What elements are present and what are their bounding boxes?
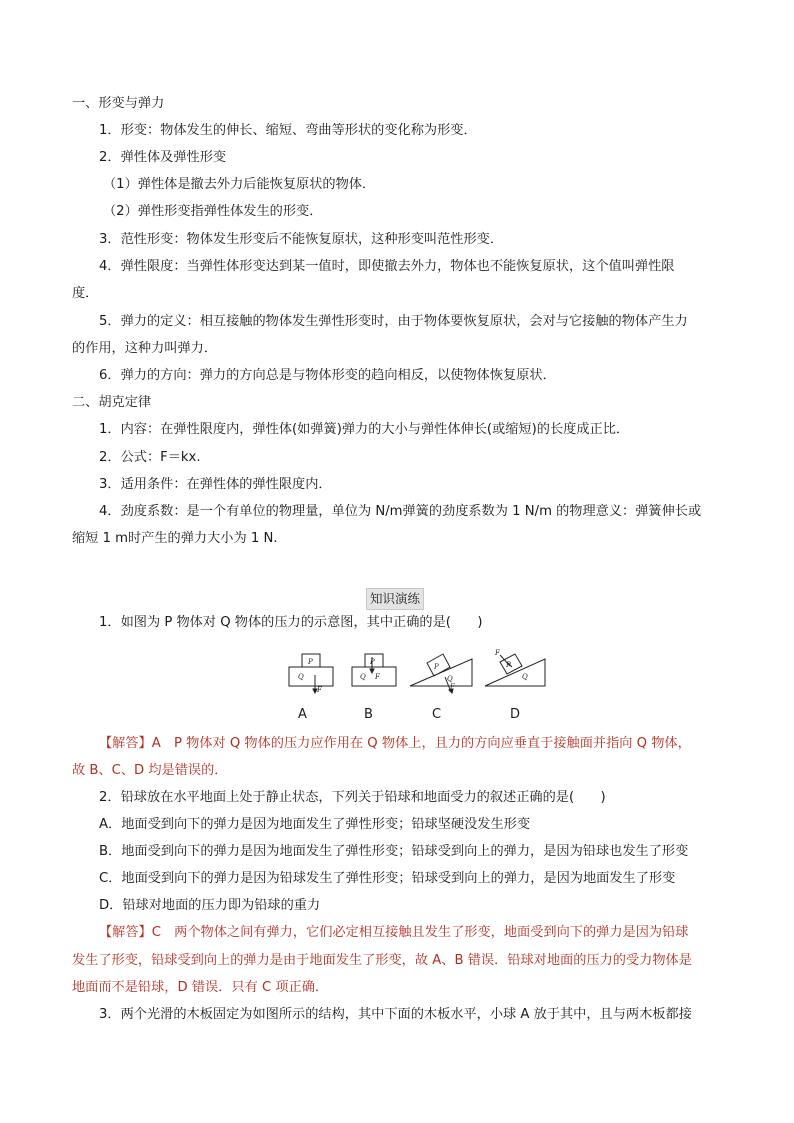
arrowhead [370,669,374,673]
answer-2-cont: 发生了形变，铅球受到向上的弹力是由于地面发生了形变，故 A、B 错误．铅球对地面的压力的受力物体是 [72,953,692,968]
choice-b: B．地面受到向下的弹力是因为地面发生了弹性形变；铅球受到向上的弹力，是因为铅球也发生了形变 [99,844,689,859]
option-c-label: C [432,707,442,722]
paragraph: 1．内容：在弹性限度内，弹性体(如弹簧)弹力的大小与弹性体伸长(或缩短)的长度成正比． [99,422,630,437]
label-f: F [495,649,500,657]
label-p: P [506,661,511,669]
paragraph: 2．公式：F＝kx. [99,450,201,465]
practice-badge: 知识演练 [366,588,424,610]
label-f: F [317,686,322,694]
answer-2: 【解答】C 两个物体之间有弹力，它们必定相互接触且发生了形变，地面受到向下的弹力是因为铅球 [99,925,689,940]
answer-1: 【解答】A P 物体对 Q 物体的压力应作用在 Q 物体上，且力的方向应垂直于接触面并指向 Q 物体， [99,736,691,751]
label-p: P [308,658,313,666]
question-1: 1．如图为 P 物体对 Q 物体的压力的示意图，其中正确的是( ) [99,615,483,630]
paragraph: 6．弹力的方向：弹力的方向总是与物体形变的趋向相反，以使物体恢复原状． [99,368,556,383]
paragraph: 3．范性形变：物体发生形变后不能恢复原状，这种形变叫范性形变． [99,232,504,247]
label-q: Q [360,673,366,681]
paragraph: 1．形变：物体发生的伸长、缩短、弯曲等形状的变化称为形变． [99,123,477,138]
answer-2-cont: 地面而不是铅球，D 错误．只有 C 项正确． [72,980,329,995]
block-q [289,667,333,686]
force-diagram [280,645,560,695]
choice-a: A．地面受到向下的弹力是因为地面发生了弹性形变；铅球坚硬没发生形变 [99,817,531,832]
section-2-title: 二、胡克定律 [72,395,152,410]
paragraph: 5．弹力的定义：相互接触的物体发生弹性形变时，由于物体要恢复原状，会对与它接触的物体产生力 [99,314,688,329]
label-q: Q [298,673,304,681]
paragraph: （2）弹性形变指弹性体发生的形变． [103,204,323,219]
label-q: Q [447,675,453,683]
section-1-title: 一、形变与弹力 [72,96,165,111]
question-3: 3．两个光滑的木板固定为如图所示的结构，其中下面的木板水平，小球 A 放于其中，且与两木板都接 [99,1007,692,1022]
paragraph: 3．适用条件：在弹性体的弹性限度内． [99,477,332,492]
choice-d: D．铅球对地面的压力即为铅球的重力 [99,898,321,913]
label-q: Q [522,673,528,681]
label-f: F [375,673,380,681]
paragraph: 2．弹性体及弹性形变 [99,150,227,165]
question-2: 2．铅球放在水平地面上处于静止状态，下列关于铅球和地面受力的叙述正确的是( ) [99,790,606,805]
option-d-label: D [510,707,521,722]
paragraph: （1）弹性体是撤去外力后能恢复原状的物体． [103,177,376,192]
option-b-label: B [364,707,373,722]
paragraph: 4．劲度系数：是一个有单位的物理量，单位为 N/m弹簧的劲度系数为 1 N/m 的物理意义：弹簧伸长或 [99,504,702,519]
paragraph: 度． [72,286,99,301]
answer-1-cont: 故 B、C、D 均是错误的． [72,763,228,778]
choice-c: C．地面受到向下的弹力是因为铅球发生了弹性形变；铅球受到向上的弹力，是因为地面发生了形变 [99,871,676,886]
paragraph: 的作用，这种力叫弹力． [72,341,218,356]
label-f: F [450,683,455,691]
incline-q [485,659,545,686]
paragraph: 4．弹性限度：当弹性体形变达到某一值时，即使撤去外力，物体也不能恢复原状，这个值叫弹性限 [99,259,675,274]
label-p: P [434,663,439,671]
option-a-label: A [298,707,307,722]
label-p: P [370,658,375,666]
paragraph: 缩短 1 m时产生的弹力大小为 1 N. [72,531,278,546]
